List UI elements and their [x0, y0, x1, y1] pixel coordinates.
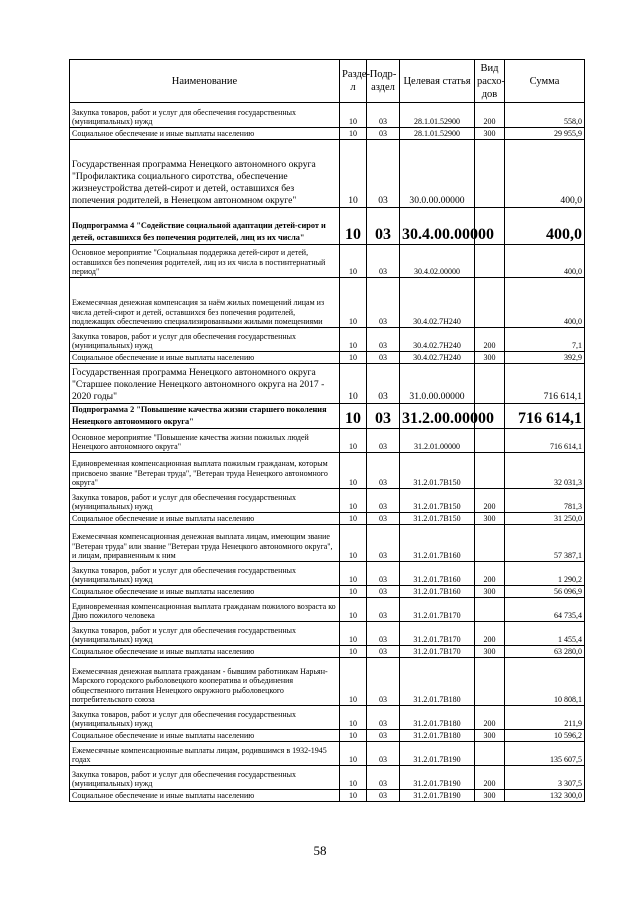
- cell-target: 31.2.01.7В160: [400, 525, 475, 562]
- cell-target: 30.4.02.7Н240: [400, 352, 475, 364]
- cell-target: 30.4.02.7Н240: [400, 278, 475, 328]
- cell-podrazdel: 03: [367, 128, 400, 140]
- cell-vid: 300: [475, 646, 505, 658]
- cell-sum: 63 280,0: [505, 646, 585, 658]
- cell-sum: 135 607,5: [505, 742, 585, 766]
- cell-razdel: 10: [340, 622, 367, 646]
- cell-name: Социальное обеспечение и иные выплаты населению: [70, 352, 340, 364]
- cell-sum: 64 735,4: [505, 598, 585, 622]
- cell-target: 31.2.01.7В160: [400, 586, 475, 598]
- cell-podrazdel: 03: [367, 364, 400, 404]
- table-row: [70, 766, 585, 790]
- header-target: Целевая статья: [400, 60, 475, 103]
- table-row: [70, 352, 585, 364]
- cell-podrazdel: 03: [367, 730, 400, 742]
- cell-sum: 132 300,0: [505, 790, 585, 802]
- cell-sum: 7,1: [505, 328, 585, 352]
- cell-razdel: 10: [340, 328, 367, 352]
- header-name: Наименование: [70, 60, 340, 103]
- cell-target: 30.4.00.00000: [400, 208, 475, 245]
- cell-razdel: 10: [340, 730, 367, 742]
- cell-name: Закупка товаров, работ и услуг для обеспечения государственных (муниципальных) нужд: [70, 103, 340, 128]
- cell-target: 31.2.01.7В180: [400, 658, 475, 706]
- cell-name: Подпрограмма 4 "Содействие социальной адаптации детей-сирот и детей, оставшихся без попечения родителей, лиц из их числа": [70, 208, 340, 245]
- cell-podrazdel: 03: [367, 790, 400, 802]
- cell-razdel: 10: [340, 352, 367, 364]
- cell-name: Подпрограмма 2 "Повышение качества жизни старшего поколения Ненецкого автономного округа": [70, 404, 340, 429]
- cell-name: Государственная программа Ненецкого автономного округа "Профилактика социального сиротства, обеспечение жизнеустройства детей-сирот и детей, оставшихся без попечения родителей, в Ненецком автономном округе": [70, 140, 340, 208]
- cell-razdel: 10: [340, 489, 367, 513]
- table-row: [70, 658, 585, 706]
- table-header-row: [70, 60, 585, 103]
- cell-sum: 400,0: [505, 278, 585, 328]
- cell-target: 31.2.01.7В190: [400, 766, 475, 790]
- table-row: [70, 586, 585, 598]
- cell-name: Ежемесячная компенсационная денежная выплата лицам, имеющим звание "Ветеран труда" или звание "Ветеран труда Ненецкого автономного округа", и лицам, приравненным к ним: [70, 525, 340, 562]
- cell-vid: 300: [475, 352, 505, 364]
- cell-podrazdel: 03: [367, 586, 400, 598]
- cell-sum: 400,0: [505, 208, 585, 245]
- cell-name: Единовременная компенсационная выплата гражданам пожилого возраста ко Дню пожилого человека: [70, 598, 340, 622]
- cell-podrazdel: 03: [367, 513, 400, 525]
- cell-sum: 400,0: [505, 140, 585, 208]
- cell-target: 31.2.01.7В150: [400, 453, 475, 489]
- table-row: [70, 562, 585, 586]
- cell-name: Ежемесячные компенсационные выплаты лицам, родившимся в 1932-1945 годах: [70, 742, 340, 766]
- cell-name: Основное мероприятие "Повышение качества жизни пожилых людей Ненецкого автономного округа": [70, 429, 340, 453]
- cell-vid: 200: [475, 489, 505, 513]
- cell-name: Социальное обеспечение и иные выплаты населению: [70, 646, 340, 658]
- cell-podrazdel: 03: [367, 742, 400, 766]
- cell-target: 31.2.01.00000: [400, 429, 475, 453]
- cell-vid: 200: [475, 766, 505, 790]
- cell-target: 31.2.01.7В180: [400, 706, 475, 730]
- cell-vid: 200: [475, 103, 505, 128]
- cell-vid: [475, 140, 505, 208]
- cell-podrazdel: 03: [367, 278, 400, 328]
- cell-name: Закупка товаров, работ и услуг для обеспечения государственных (муниципальных) нужд: [70, 328, 340, 352]
- header-podrazdel: Подраздел: [367, 60, 400, 103]
- cell-razdel: 10: [340, 658, 367, 706]
- table-row: [70, 513, 585, 525]
- cell-vid: [475, 364, 505, 404]
- cell-target: 30.4.02.7Н240: [400, 328, 475, 352]
- cell-podrazdel: 03: [367, 140, 400, 208]
- cell-target: 30.4.02.00000: [400, 245, 475, 278]
- cell-podrazdel: 03: [367, 766, 400, 790]
- table-row: [70, 742, 585, 766]
- table-row: [70, 364, 585, 404]
- page-number: 58: [313, 843, 327, 858]
- cell-name: Единовременная компенсационная выплата пожилым гражданам, которым присвоено звание "Ветеран труда", "Ветеран труда Ненецкого автономного округа": [70, 453, 340, 489]
- cell-sum: 716 614,1: [505, 404, 585, 429]
- cell-razdel: 10: [340, 404, 367, 429]
- cell-sum: 781,3: [505, 489, 585, 513]
- cell-sum: 29 955,9: [505, 128, 585, 140]
- cell-target: 31.0.00.00000: [400, 364, 475, 404]
- cell-vid: [475, 453, 505, 489]
- cell-target: 30.0.00.00000: [400, 140, 475, 208]
- cell-sum: 3 307,5: [505, 766, 585, 790]
- cell-vid: 300: [475, 513, 505, 525]
- header-sum: Сумма: [505, 60, 585, 103]
- table-row: [70, 706, 585, 730]
- cell-sum: 716 614,1: [505, 364, 585, 404]
- cell-razdel: 10: [340, 208, 367, 245]
- cell-target: 31.2.01.7В160: [400, 562, 475, 586]
- cell-name: Социальное обеспечение и иные выплаты населению: [70, 790, 340, 802]
- table-row: [70, 525, 585, 562]
- cell-target: 31.2.01.7В170: [400, 646, 475, 658]
- cell-name: Социальное обеспечение и иные выплаты населению: [70, 586, 340, 598]
- cell-podrazdel: 03: [367, 453, 400, 489]
- cell-podrazdel: 03: [367, 404, 400, 429]
- cell-target: 31.2.01.7В190: [400, 790, 475, 802]
- cell-podrazdel: 03: [367, 646, 400, 658]
- budget-table: [69, 59, 585, 802]
- cell-podrazdel: 03: [367, 245, 400, 278]
- cell-vid: [475, 598, 505, 622]
- table-row: [70, 730, 585, 742]
- table-row: [70, 598, 585, 622]
- cell-sum: 1 455,4: [505, 622, 585, 646]
- table-row: [70, 278, 585, 328]
- cell-razdel: 10: [340, 453, 367, 489]
- cell-target: 31.2.00.00000: [400, 404, 475, 429]
- cell-sum: 211,9: [505, 706, 585, 730]
- table-row: [70, 208, 585, 245]
- cell-vid: 300: [475, 586, 505, 598]
- cell-vid: 300: [475, 128, 505, 140]
- cell-razdel: 10: [340, 245, 367, 278]
- cell-razdel: 10: [340, 790, 367, 802]
- cell-razdel: 10: [340, 103, 367, 128]
- cell-target: 31.2.01.7В170: [400, 622, 475, 646]
- cell-vid: [475, 525, 505, 562]
- cell-name: Социальное обеспечение и иные выплаты населению: [70, 128, 340, 140]
- table-row: [70, 790, 585, 802]
- cell-name: Социальное обеспечение и иные выплаты населению: [70, 513, 340, 525]
- cell-vid: 300: [475, 730, 505, 742]
- cell-podrazdel: 03: [367, 622, 400, 646]
- cell-razdel: 10: [340, 513, 367, 525]
- cell-target: 31.2.01.7В150: [400, 489, 475, 513]
- cell-vid: 300: [475, 790, 505, 802]
- cell-podrazdel: 03: [367, 429, 400, 453]
- table-row: [70, 103, 585, 128]
- table-row: [70, 245, 585, 278]
- cell-sum: 716 614,1: [505, 429, 585, 453]
- table-row: [70, 328, 585, 352]
- cell-podrazdel: 03: [367, 328, 400, 352]
- table-row: [70, 128, 585, 140]
- cell-sum: 32 031,3: [505, 453, 585, 489]
- cell-razdel: 10: [340, 278, 367, 328]
- cell-name: Социальное обеспечение и иные выплаты населению: [70, 730, 340, 742]
- cell-vid: 200: [475, 562, 505, 586]
- cell-target: 31.2.01.7В190: [400, 742, 475, 766]
- cell-razdel: 10: [340, 562, 367, 586]
- cell-vid: 200: [475, 622, 505, 646]
- cell-target: 31.2.01.7В180: [400, 730, 475, 742]
- cell-podrazdel: 03: [367, 352, 400, 364]
- cell-name: Основное мероприятие "Социальная поддержка детей-сирот и детей, оставшихся без попечения родителей, лиц из их числа в постинтернатный период": [70, 245, 340, 278]
- cell-name: Ежемесячная денежная компенсация за наём жилых помещений лицам из числа детей-сирот и детей, оставшихся без попечения родителей, подлежащих обеспечению специализированными жилыми помещениями: [70, 278, 340, 328]
- cell-podrazdel: 03: [367, 103, 400, 128]
- cell-vid: [475, 742, 505, 766]
- cell-razdel: 10: [340, 706, 367, 730]
- cell-name: Закупка товаров, работ и услуг для обеспечения государственных (муниципальных) нужд: [70, 766, 340, 790]
- cell-razdel: 10: [340, 598, 367, 622]
- table-row: [70, 404, 585, 429]
- cell-podrazdel: 03: [367, 525, 400, 562]
- table-row: [70, 622, 585, 646]
- cell-razdel: 10: [340, 646, 367, 658]
- cell-name: Закупка товаров, работ и услуг для обеспечения государственных (муниципальных) нужд: [70, 706, 340, 730]
- cell-razdel: 10: [340, 742, 367, 766]
- cell-razdel: 10: [340, 140, 367, 208]
- cell-vid: 200: [475, 706, 505, 730]
- cell-podrazdel: 03: [367, 489, 400, 513]
- cell-target: 28.1.01.52900: [400, 128, 475, 140]
- cell-target: 28.1.01.52900: [400, 103, 475, 128]
- cell-name: Закупка товаров, работ и услуг для обеспечения государственных (муниципальных) нужд: [70, 622, 340, 646]
- cell-name: Закупка товаров, работ и услуг для обеспечения государственных (муниципальных) нужд: [70, 562, 340, 586]
- cell-vid: 200: [475, 328, 505, 352]
- cell-razdel: 10: [340, 364, 367, 404]
- cell-sum: 57 387,1: [505, 525, 585, 562]
- cell-sum: 558,0: [505, 103, 585, 128]
- cell-podrazdel: 03: [367, 658, 400, 706]
- cell-podrazdel: 03: [367, 208, 400, 245]
- cell-vid: [475, 658, 505, 706]
- table-row: [70, 453, 585, 489]
- table-row: [70, 140, 585, 208]
- cell-sum: 10 808,1: [505, 658, 585, 706]
- cell-sum: 10 596,2: [505, 730, 585, 742]
- cell-sum: 1 290,2: [505, 562, 585, 586]
- cell-target: 31.2.01.7В170: [400, 598, 475, 622]
- cell-sum: 392,9: [505, 352, 585, 364]
- table-row: [70, 489, 585, 513]
- header-razdel: Раздел: [340, 60, 367, 103]
- table-row: [70, 429, 585, 453]
- cell-razdel: 10: [340, 128, 367, 140]
- cell-vid: [475, 245, 505, 278]
- table-row: [70, 646, 585, 658]
- header-vid: Вид расходов: [475, 60, 505, 103]
- cell-razdel: 10: [340, 586, 367, 598]
- cell-podrazdel: 03: [367, 706, 400, 730]
- cell-name: Государственная программа Ненецкого автономного округа "Старшее поколение Ненецкого автономного округа на 2017 - 2020 годы": [70, 364, 340, 404]
- cell-podrazdel: 03: [367, 598, 400, 622]
- cell-vid: [475, 278, 505, 328]
- cell-razdel: 10: [340, 429, 367, 453]
- cell-sum: 56 096,9: [505, 586, 585, 598]
- cell-razdel: 10: [340, 525, 367, 562]
- cell-name: Ежемесячная денежная выплата гражданам - бывшим работникам Нарьян-Марского городского рыболовецкого кооператива и объединения общественного питания Ненецкого окружного рыболовецкого потребительского союза: [70, 658, 340, 706]
- cell-sum: 400,0: [505, 245, 585, 278]
- cell-razdel: 10: [340, 766, 367, 790]
- cell-name: Закупка товаров, работ и услуг для обеспечения государственных (муниципальных) нужд: [70, 489, 340, 513]
- cell-target: 31.2.01.7В150: [400, 513, 475, 525]
- cell-podrazdel: 03: [367, 562, 400, 586]
- cell-vid: [475, 429, 505, 453]
- cell-sum: 31 250,0: [505, 513, 585, 525]
